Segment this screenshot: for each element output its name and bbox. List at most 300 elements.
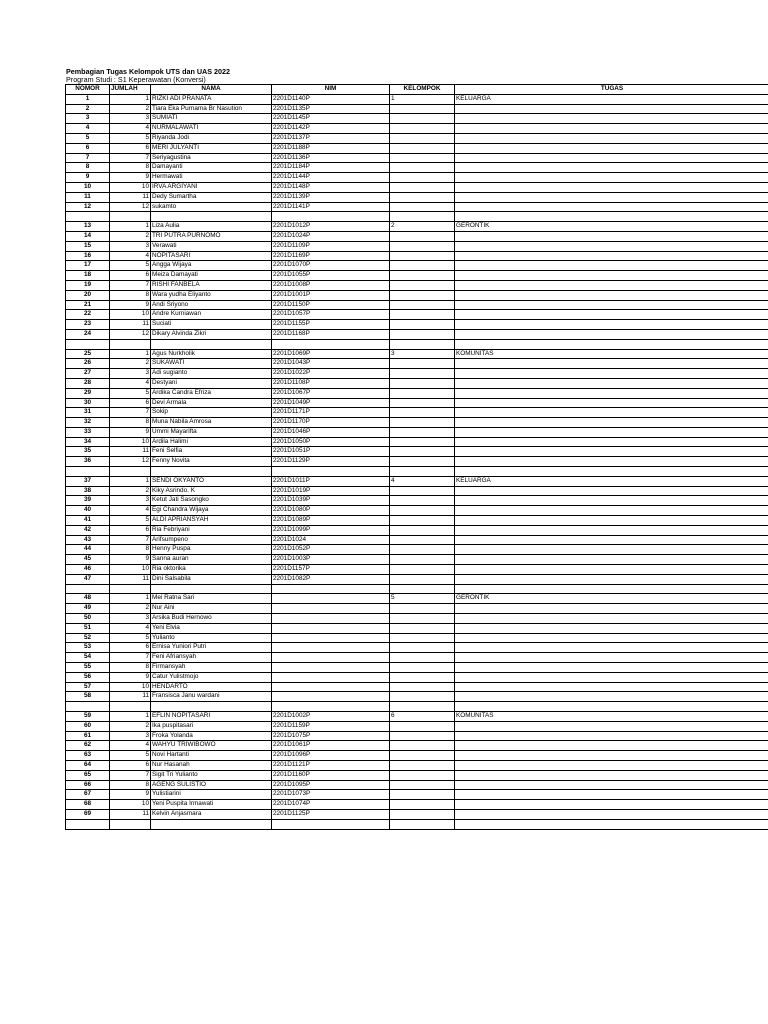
cell-nomor: 2 bbox=[66, 104, 110, 114]
cell-nomor: 56 bbox=[66, 672, 110, 682]
cell-nim: 2201D1096P bbox=[272, 751, 390, 761]
cell-tugas bbox=[455, 124, 768, 134]
cell-nama: Fenny Novita bbox=[151, 457, 272, 467]
cell-jumlah: 12 bbox=[110, 457, 151, 467]
cell-nomor: 33 bbox=[66, 427, 110, 437]
table-row bbox=[66, 545, 768, 555]
cell-kelompok bbox=[390, 574, 455, 584]
cell-kelompok bbox=[390, 153, 455, 163]
cell-nim: 2201D1002P bbox=[272, 712, 390, 722]
cell-tugas bbox=[455, 751, 768, 761]
cell-nim: 2201D1121P bbox=[272, 760, 390, 770]
cell-nama: Yulistiarini bbox=[151, 790, 272, 800]
cell-nomor: 40 bbox=[66, 506, 110, 516]
cell-nama: Verawati bbox=[151, 241, 272, 251]
cell-jumlah: 3 bbox=[110, 241, 151, 251]
table-row bbox=[66, 300, 768, 310]
table-row bbox=[66, 320, 768, 330]
cell-tugas: KELUARGA bbox=[455, 94, 768, 104]
cell-jumlah: 7 bbox=[110, 535, 151, 545]
cell-kelompok bbox=[390, 516, 455, 526]
cell-jumlah: 10 bbox=[110, 800, 151, 810]
cell-nama: Dikary Alvinda Zikri bbox=[151, 329, 272, 339]
cell-tugas bbox=[455, 280, 768, 290]
cell-nama: Adi sugianto bbox=[151, 369, 272, 379]
cell-kelompok bbox=[390, 506, 455, 516]
cell-nomor: 21 bbox=[66, 300, 110, 310]
cell-tugas bbox=[455, 731, 768, 741]
table-row bbox=[66, 418, 768, 428]
cell-nama: Damayanti bbox=[151, 163, 272, 173]
cell-nama: Catur Yulistmojo bbox=[151, 672, 272, 682]
cell-tugas bbox=[455, 143, 768, 153]
cell-nim: 2201D1075P bbox=[272, 731, 390, 741]
empty-cell bbox=[110, 212, 151, 222]
cell-nim: 2201D1052P bbox=[272, 545, 390, 555]
table-row bbox=[66, 143, 768, 153]
cell-nim: 2201D1141P bbox=[272, 202, 390, 212]
cell-tugas bbox=[455, 182, 768, 192]
empty-cell bbox=[110, 339, 151, 349]
cell-jumlah: 1 bbox=[110, 712, 151, 722]
cell-tugas bbox=[455, 153, 768, 163]
cell-nama: NURMALAWATI bbox=[151, 124, 272, 134]
cell-nim bbox=[272, 594, 390, 604]
empty-cell bbox=[151, 702, 272, 712]
cell-kelompok bbox=[390, 790, 455, 800]
group-separator-row bbox=[66, 819, 768, 829]
cell-jumlah: 8 bbox=[110, 418, 151, 428]
cell-kelompok bbox=[390, 251, 455, 261]
empty-cell bbox=[151, 212, 272, 222]
cell-tugas bbox=[455, 623, 768, 633]
cell-nama: Ardila Halimi bbox=[151, 437, 272, 447]
cell-tugas bbox=[455, 398, 768, 408]
cell-nomor: 37 bbox=[66, 476, 110, 486]
empty-cell bbox=[455, 212, 768, 222]
table-row bbox=[66, 114, 768, 124]
cell-tugas bbox=[455, 760, 768, 770]
empty-cell bbox=[151, 584, 272, 594]
cell-nomor: 39 bbox=[66, 496, 110, 506]
cell-tugas bbox=[455, 418, 768, 428]
cell-nama: ALDI APRIANSYAH bbox=[151, 516, 272, 526]
cell-kelompok bbox=[390, 663, 455, 673]
cell-nomor: 50 bbox=[66, 614, 110, 624]
table-row bbox=[66, 271, 768, 281]
header-nomor: NOMOR bbox=[66, 85, 110, 95]
cell-tugas bbox=[455, 457, 768, 467]
empty-cell bbox=[272, 584, 390, 594]
cell-kelompok bbox=[390, 555, 455, 565]
cell-nim: 2201D1148P bbox=[272, 182, 390, 192]
cell-tugas bbox=[455, 565, 768, 575]
table-row bbox=[66, 133, 768, 143]
cell-tugas bbox=[455, 369, 768, 379]
cell-nomor: 57 bbox=[66, 682, 110, 692]
cell-nama: Sokip bbox=[151, 408, 272, 418]
cell-nomor: 26 bbox=[66, 359, 110, 369]
table-row bbox=[66, 369, 768, 379]
cell-nomor: 67 bbox=[66, 790, 110, 800]
table-row bbox=[66, 408, 768, 418]
cell-nim: 2201D1024P bbox=[272, 231, 390, 241]
cell-jumlah: 10 bbox=[110, 437, 151, 447]
cell-jumlah: 8 bbox=[110, 290, 151, 300]
cell-kelompok bbox=[390, 182, 455, 192]
cell-jumlah: 5 bbox=[110, 133, 151, 143]
cell-nomor: 47 bbox=[66, 574, 110, 584]
cell-kelompok bbox=[390, 202, 455, 212]
empty-cell bbox=[66, 702, 110, 712]
table-row bbox=[66, 663, 768, 673]
cell-nama: Yeni Elvia bbox=[151, 623, 272, 633]
cell-nomor: 28 bbox=[66, 378, 110, 388]
group-separator-row bbox=[66, 467, 768, 477]
table-row bbox=[66, 594, 768, 604]
cell-jumlah: 6 bbox=[110, 525, 151, 535]
table-row bbox=[66, 476, 768, 486]
cell-jumlah: 8 bbox=[110, 780, 151, 790]
cell-nomor: 19 bbox=[66, 280, 110, 290]
cell-nim: 2201D1139P bbox=[272, 192, 390, 202]
table-row bbox=[66, 790, 768, 800]
cell-nomor: 17 bbox=[66, 261, 110, 271]
cell-jumlah: 11 bbox=[110, 574, 151, 584]
table-row bbox=[66, 457, 768, 467]
table-row bbox=[66, 643, 768, 653]
table-row bbox=[66, 173, 768, 183]
cell-nim: 2201D1137P bbox=[272, 133, 390, 143]
cell-tugas bbox=[455, 427, 768, 437]
program-studi: Program Studi : S1 Keperawatan (Konversi) bbox=[66, 75, 206, 84]
table-row bbox=[66, 721, 768, 731]
cell-jumlah: 3 bbox=[110, 614, 151, 624]
cell-kelompok: 5 bbox=[390, 594, 455, 604]
cell-nama: RISHI FANBELA bbox=[151, 280, 272, 290]
cell-nomor: 10 bbox=[66, 182, 110, 192]
cell-nama: Nur Aini bbox=[151, 604, 272, 614]
cell-kelompok: 6 bbox=[390, 712, 455, 722]
cell-nomor: 53 bbox=[66, 643, 110, 653]
cell-jumlah: 3 bbox=[110, 496, 151, 506]
cell-jumlah: 6 bbox=[110, 760, 151, 770]
cell-jumlah: 5 bbox=[110, 516, 151, 526]
table-row bbox=[66, 241, 768, 251]
cell-nama: Andi Sriyono bbox=[151, 300, 272, 310]
cell-kelompok bbox=[390, 378, 455, 388]
cell-nomor: 41 bbox=[66, 516, 110, 526]
cell-nama: Agus Nurkholik bbox=[151, 349, 272, 359]
empty-cell bbox=[110, 702, 151, 712]
cell-nomor: 68 bbox=[66, 800, 110, 810]
cell-kelompok bbox=[390, 437, 455, 447]
cell-kelompok bbox=[390, 241, 455, 251]
cell-jumlah: 5 bbox=[110, 388, 151, 398]
cell-tugas bbox=[455, 672, 768, 682]
cell-nama: Andre Kurniawan bbox=[151, 310, 272, 320]
cell-jumlah: 11 bbox=[110, 809, 151, 819]
cell-tugas bbox=[455, 486, 768, 496]
cell-kelompok bbox=[390, 192, 455, 202]
cell-nim: 2201D1039P bbox=[272, 496, 390, 506]
empty-cell bbox=[110, 467, 151, 477]
cell-jumlah: 1 bbox=[110, 349, 151, 359]
cell-nim: 2201D1140P bbox=[272, 94, 390, 104]
cell-jumlah: 6 bbox=[110, 271, 151, 281]
cell-nomor: 20 bbox=[66, 290, 110, 300]
cell-jumlah: 10 bbox=[110, 682, 151, 692]
table-row bbox=[66, 104, 768, 114]
cell-nim: 2201D1155P bbox=[272, 320, 390, 330]
table-row bbox=[66, 623, 768, 633]
cell-tugas bbox=[455, 231, 768, 241]
cell-nama: Ria oktorika bbox=[151, 565, 272, 575]
table-row bbox=[66, 770, 768, 780]
cell-nomor: 8 bbox=[66, 163, 110, 173]
cell-tugas bbox=[455, 241, 768, 251]
empty-cell bbox=[455, 339, 768, 349]
cell-nomor: 49 bbox=[66, 604, 110, 614]
cell-nama: Feni Selfia bbox=[151, 447, 272, 457]
table-row bbox=[66, 349, 768, 359]
document-title: Pembagian Tugas Kelompok UTS dan UAS 2022 bbox=[66, 67, 231, 76]
cell-kelompok bbox=[390, 388, 455, 398]
empty-cell bbox=[151, 339, 272, 349]
cell-tugas bbox=[455, 535, 768, 545]
cell-nama: Sanna auran bbox=[151, 555, 272, 565]
cell-nim bbox=[272, 692, 390, 702]
cell-nomor: 12 bbox=[66, 202, 110, 212]
cell-nim: 2201D1160P bbox=[272, 770, 390, 780]
cell-nomor: 61 bbox=[66, 731, 110, 741]
cell-nama: Arsika Budi Hernowo bbox=[151, 614, 272, 624]
cell-jumlah: 9 bbox=[110, 427, 151, 437]
cell-kelompok bbox=[390, 447, 455, 457]
cell-nama: Wara yudha Eliyanto bbox=[151, 290, 272, 300]
cell-nama: Suciati bbox=[151, 320, 272, 330]
table-row bbox=[66, 672, 768, 682]
cell-tugas bbox=[455, 329, 768, 339]
cell-nim: 2201D1145P bbox=[272, 114, 390, 124]
cell-nim: 2201D1057P bbox=[272, 310, 390, 320]
table-row bbox=[66, 692, 768, 702]
table-row bbox=[66, 388, 768, 398]
cell-nomor: 48 bbox=[66, 594, 110, 604]
cell-tugas bbox=[455, 173, 768, 183]
header-kelompok: KELOMPOK bbox=[390, 85, 455, 95]
empty-cell bbox=[390, 819, 455, 829]
cell-tugas bbox=[455, 516, 768, 526]
table-row bbox=[66, 329, 768, 339]
cell-nama: Feni Afriansyah bbox=[151, 653, 272, 663]
cell-nama: Destyani bbox=[151, 378, 272, 388]
cell-tugas bbox=[455, 741, 768, 751]
cell-jumlah: 1 bbox=[110, 476, 151, 486]
empty-cell bbox=[455, 702, 768, 712]
cell-nama: Kelvin Anjasmara bbox=[151, 809, 272, 819]
cell-nim: 2201D1136P bbox=[272, 153, 390, 163]
cell-kelompok bbox=[390, 271, 455, 281]
cell-kelompok bbox=[390, 143, 455, 153]
cell-nomor: 65 bbox=[66, 770, 110, 780]
cell-jumlah: 3 bbox=[110, 114, 151, 124]
cell-jumlah: 7 bbox=[110, 153, 151, 163]
cell-kelompok bbox=[390, 320, 455, 330]
table-row bbox=[66, 124, 768, 134]
cell-kelompok bbox=[390, 114, 455, 124]
cell-jumlah: 4 bbox=[110, 124, 151, 134]
cell-nim: 2201D1089P bbox=[272, 516, 390, 526]
cell-jumlah: 4 bbox=[110, 741, 151, 751]
cell-kelompok bbox=[390, 173, 455, 183]
cell-jumlah: 6 bbox=[110, 143, 151, 153]
table-header-row bbox=[66, 85, 768, 95]
cell-nomor: 44 bbox=[66, 545, 110, 555]
table-row bbox=[66, 280, 768, 290]
cell-nama: Fransisca Janu wardani bbox=[151, 692, 272, 702]
cell-jumlah: 9 bbox=[110, 173, 151, 183]
table-row bbox=[66, 604, 768, 614]
cell-jumlah: 11 bbox=[110, 447, 151, 457]
cell-nim: 2201D1055P bbox=[272, 271, 390, 281]
table-row bbox=[66, 182, 768, 192]
table-row bbox=[66, 751, 768, 761]
cell-jumlah: 1 bbox=[110, 594, 151, 604]
cell-nama: Muna Nabila Amrosa bbox=[151, 418, 272, 428]
empty-cell bbox=[272, 702, 390, 712]
cell-nomor: 38 bbox=[66, 486, 110, 496]
table-row bbox=[66, 780, 768, 790]
cell-kelompok: 3 bbox=[390, 349, 455, 359]
cell-nomor: 34 bbox=[66, 437, 110, 447]
cell-nim: 2201D1159P bbox=[272, 721, 390, 731]
cell-tugas bbox=[455, 202, 768, 212]
cell-tugas bbox=[455, 790, 768, 800]
cell-jumlah: 6 bbox=[110, 643, 151, 653]
cell-nama: Yulianto bbox=[151, 633, 272, 643]
table-row bbox=[66, 359, 768, 369]
empty-cell bbox=[390, 212, 455, 222]
cell-jumlah: 3 bbox=[110, 369, 151, 379]
empty-cell bbox=[390, 702, 455, 712]
cell-kelompok bbox=[390, 760, 455, 770]
cell-tugas bbox=[455, 388, 768, 398]
empty-cell bbox=[66, 212, 110, 222]
cell-nama: HENDARTO bbox=[151, 682, 272, 692]
cell-nama: RIZKI ADI PRANATA bbox=[151, 94, 272, 104]
cell-jumlah: 2 bbox=[110, 486, 151, 496]
cell-nim: 2201D1157P bbox=[272, 565, 390, 575]
cell-nama: Liza Aulia bbox=[151, 222, 272, 232]
cell-nim: 2201D1080P bbox=[272, 506, 390, 516]
cell-nim: 2201D1011P bbox=[272, 476, 390, 486]
cell-nama: Hermawati bbox=[151, 173, 272, 183]
cell-kelompok: 2 bbox=[390, 222, 455, 232]
cell-kelompok bbox=[390, 525, 455, 535]
cell-nomor: 43 bbox=[66, 535, 110, 545]
empty-cell bbox=[110, 584, 151, 594]
cell-kelompok bbox=[390, 682, 455, 692]
cell-nim: 2201D1171P bbox=[272, 408, 390, 418]
cell-nomor: 29 bbox=[66, 388, 110, 398]
cell-tugas bbox=[455, 447, 768, 457]
cell-nim: 2201D1024 bbox=[272, 535, 390, 545]
cell-nim: 2201D1074P bbox=[272, 800, 390, 810]
cell-nomor: 32 bbox=[66, 418, 110, 428]
cell-nim: 2201D1109P bbox=[272, 241, 390, 251]
cell-nim: 2201D1082P bbox=[272, 574, 390, 584]
cell-kelompok bbox=[390, 231, 455, 241]
cell-nim: 2201D1073P bbox=[272, 790, 390, 800]
cell-jumlah: 2 bbox=[110, 721, 151, 731]
cell-kelompok bbox=[390, 800, 455, 810]
header-jumlah: JUMLAH bbox=[110, 85, 151, 95]
table-row bbox=[66, 525, 768, 535]
cell-nama: Meiza Damayati bbox=[151, 271, 272, 281]
cell-jumlah: 9 bbox=[110, 300, 151, 310]
empty-cell bbox=[390, 584, 455, 594]
cell-nim: 2201D1001P bbox=[272, 290, 390, 300]
cell-nama: SUMIATI bbox=[151, 114, 272, 124]
cell-tugas bbox=[455, 290, 768, 300]
empty-cell bbox=[66, 467, 110, 477]
table-row bbox=[66, 731, 768, 741]
cell-nomor: 6 bbox=[66, 143, 110, 153]
cell-nama: Arifsumpeno bbox=[151, 535, 272, 545]
cell-tugas bbox=[455, 133, 768, 143]
cell-nomor: 5 bbox=[66, 133, 110, 143]
cell-tugas bbox=[455, 310, 768, 320]
header-nim: NIM bbox=[272, 85, 390, 95]
cell-nomor: 55 bbox=[66, 663, 110, 673]
empty-cell bbox=[455, 467, 768, 477]
cell-kelompok bbox=[390, 545, 455, 555]
cell-nim bbox=[272, 672, 390, 682]
cell-kelompok bbox=[390, 418, 455, 428]
cell-jumlah: 9 bbox=[110, 672, 151, 682]
cell-nim: 2201D1142P bbox=[272, 124, 390, 134]
table-row bbox=[66, 565, 768, 575]
cell-nim bbox=[272, 643, 390, 653]
cell-tugas bbox=[455, 800, 768, 810]
cell-nomor: 18 bbox=[66, 271, 110, 281]
cell-jumlah: 4 bbox=[110, 378, 151, 388]
cell-tugas bbox=[455, 545, 768, 555]
cell-kelompok bbox=[390, 721, 455, 731]
cell-nim: 2201D1051P bbox=[272, 447, 390, 457]
cell-kelompok bbox=[390, 408, 455, 418]
cell-tugas bbox=[455, 633, 768, 643]
cell-nama: Ernisa Yuniori Putri bbox=[151, 643, 272, 653]
cell-jumlah: 8 bbox=[110, 545, 151, 555]
cell-nim: 2201D1050P bbox=[272, 437, 390, 447]
table-row bbox=[66, 800, 768, 810]
cell-kelompok bbox=[390, 104, 455, 114]
cell-nomor: 15 bbox=[66, 241, 110, 251]
cell-kelompok bbox=[390, 280, 455, 290]
cell-nim: 2201D1125P bbox=[272, 809, 390, 819]
cell-nomor: 45 bbox=[66, 555, 110, 565]
empty-cell bbox=[455, 584, 768, 594]
cell-nama: Ika puspitasari bbox=[151, 721, 272, 731]
table-row bbox=[66, 222, 768, 232]
cell-jumlah: 1 bbox=[110, 222, 151, 232]
cell-nomor: 42 bbox=[66, 525, 110, 535]
cell-nomor: 66 bbox=[66, 780, 110, 790]
cell-nim: 2201D1046P bbox=[272, 427, 390, 437]
cell-kelompok bbox=[390, 623, 455, 633]
